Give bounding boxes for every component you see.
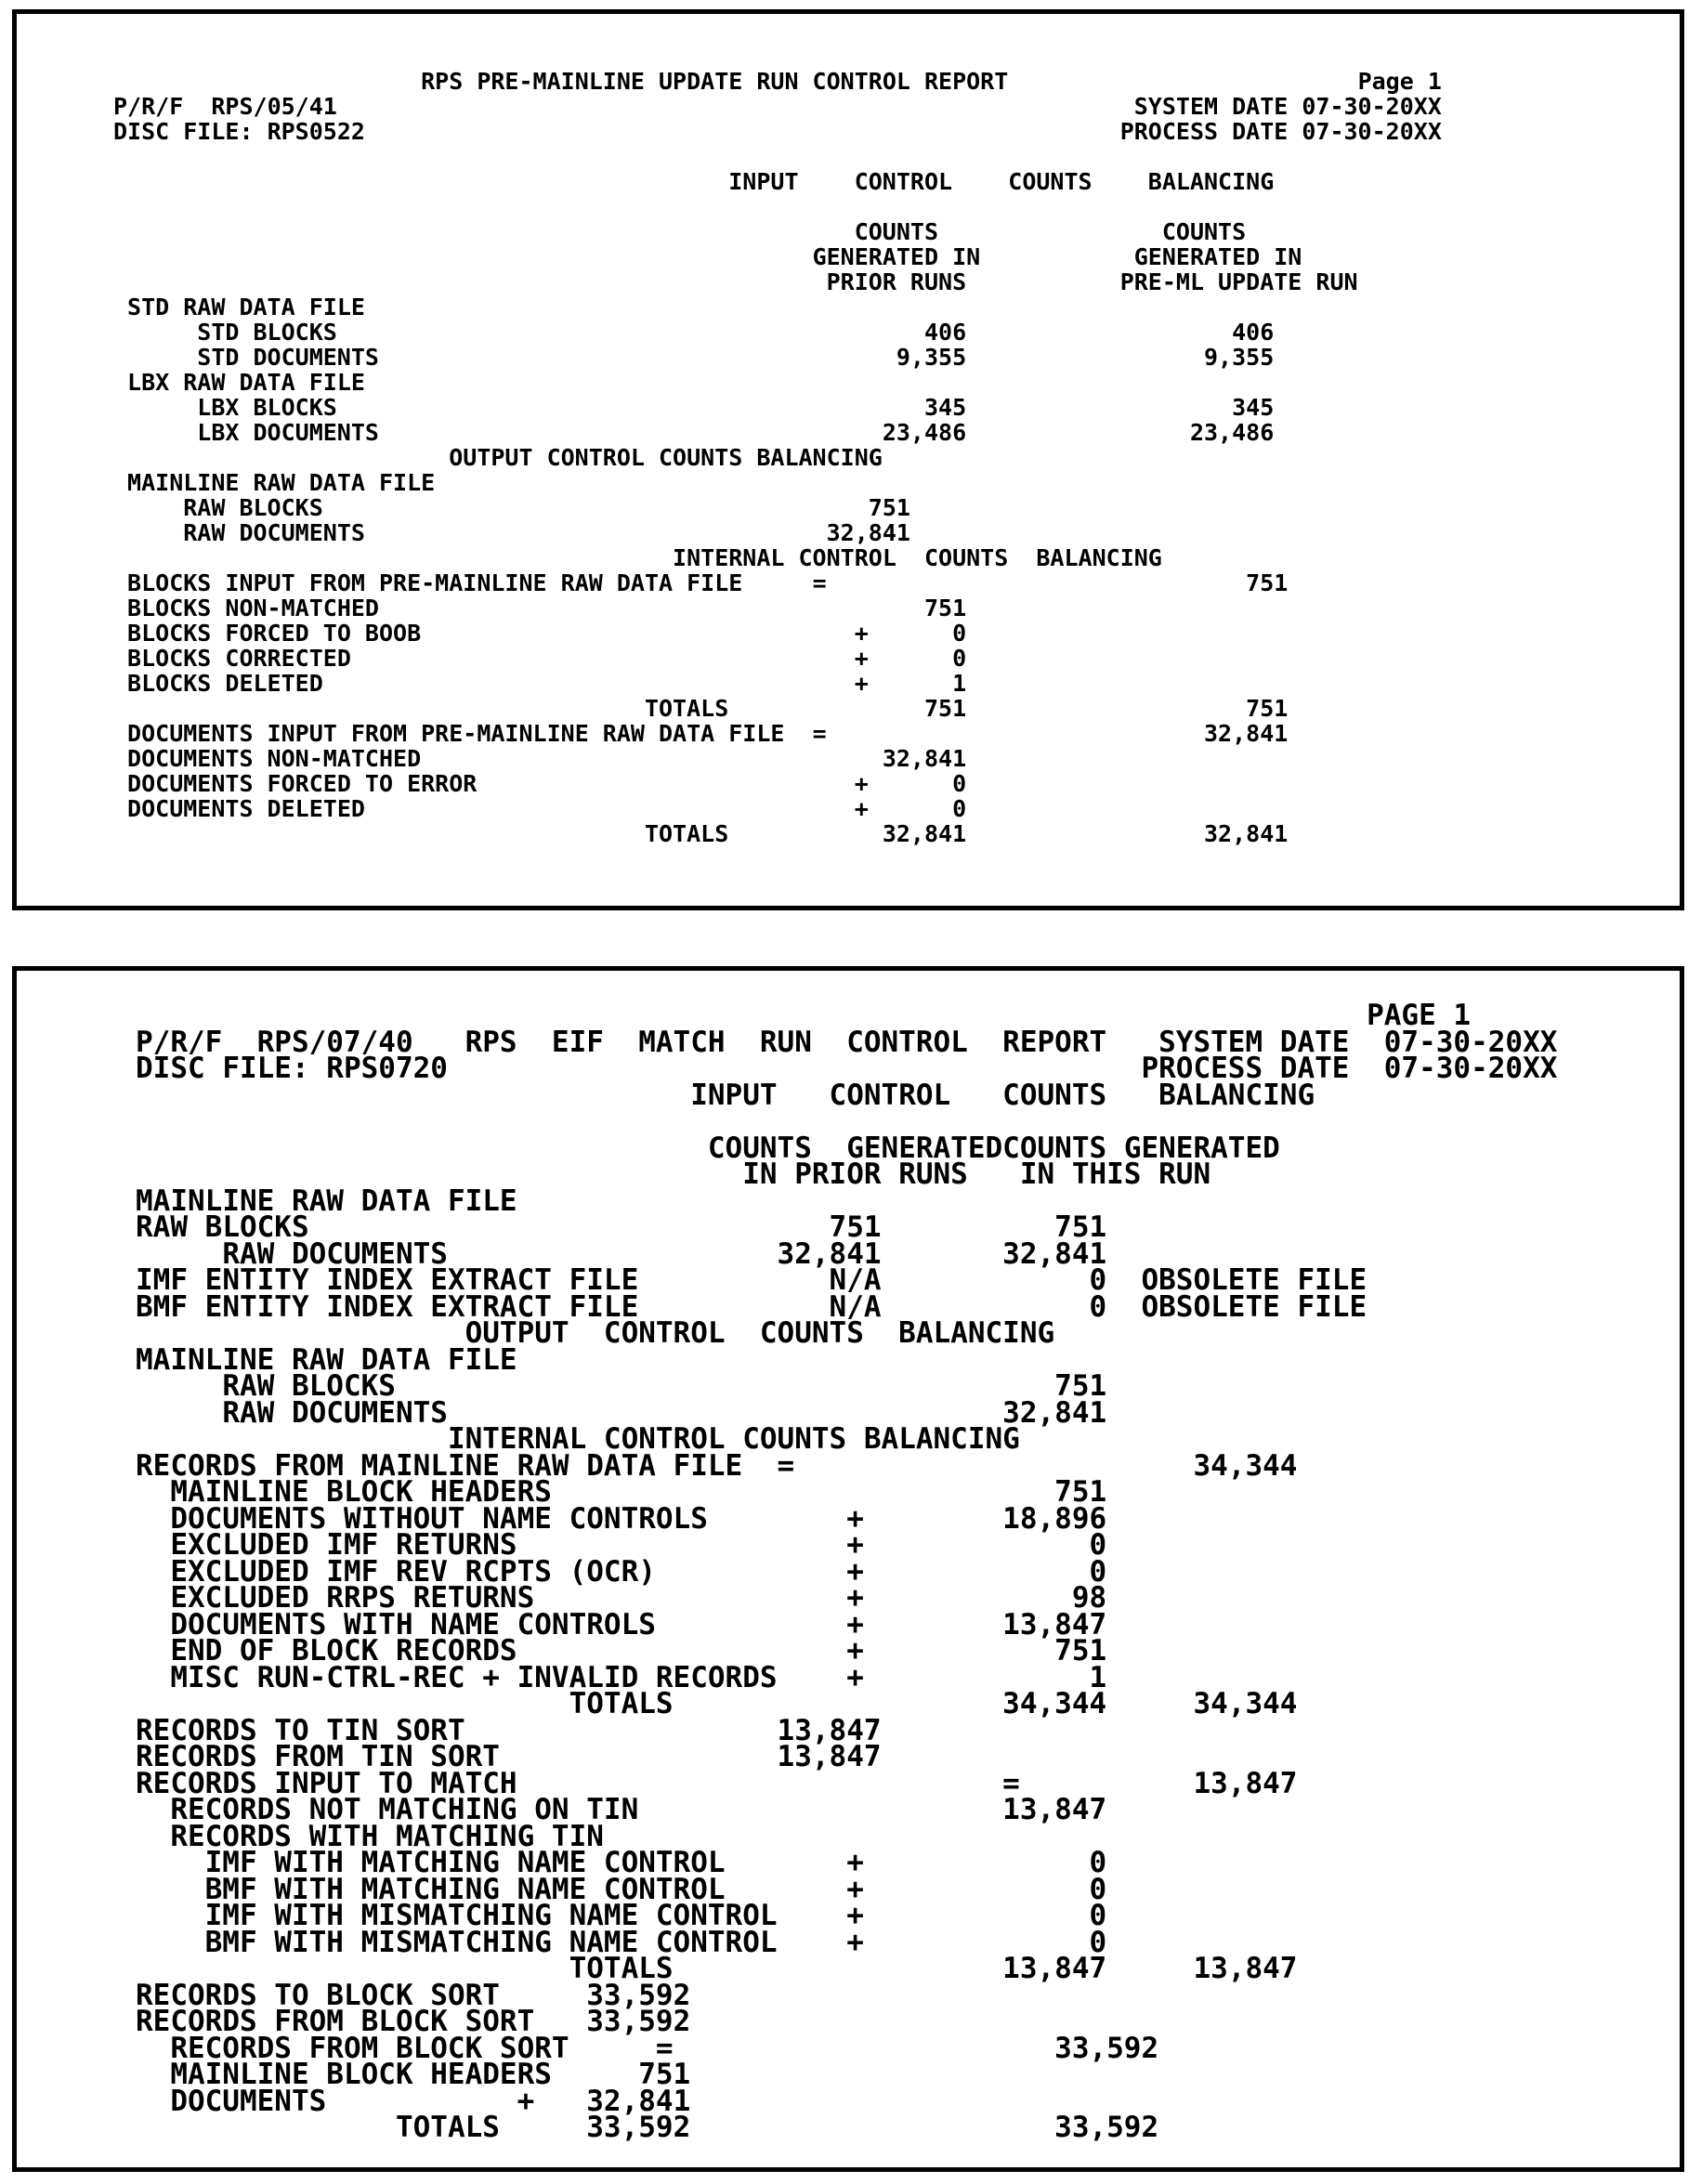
text-segment: IMF WITH MISMATCHING NAME CONTROL (204, 1899, 778, 1932)
text-segment: BALANCING (1147, 168, 1275, 195)
text-segment: = (1002, 1766, 1020, 1800)
text-segment: + (854, 795, 869, 822)
text-segment: 0 (952, 795, 967, 822)
text-segment: + (846, 1501, 864, 1536)
text-segment: 751 (1054, 1369, 1107, 1403)
text-segment: 34,344 (1002, 1687, 1107, 1720)
text-segment: + (846, 1528, 864, 1562)
text-segment: RAW DOCUMENTS (222, 1236, 448, 1271)
text-segment: 751 (1246, 695, 1289, 722)
text-segment: P/R/F RPS/07/40 (136, 1025, 413, 1059)
text-segment: 13,847 (777, 1740, 882, 1773)
text-segment: 32,841 (882, 820, 967, 847)
text-segment: STD DOCUMENTS (197, 344, 379, 371)
text-segment: 98 (1071, 1581, 1107, 1615)
text-segment: 13,847 (777, 1713, 882, 1747)
text-segment: 13,847 (1002, 1952, 1107, 1985)
text-segment: DOCUMENTS FORCED TO ERROR (127, 770, 478, 797)
text-segment: OBSOLETE FILE (1141, 1263, 1367, 1297)
text-segment: 0 (1089, 1289, 1107, 1324)
text-segment: DOCUMENTS WITHOUT NAME CONTROLS (170, 1501, 708, 1536)
text-segment: 0 (1089, 1872, 1107, 1906)
text-segment: 32,841 (1203, 820, 1289, 847)
text-segment: EXCLUDED IMF REV RCPTS (OCR) (170, 1554, 656, 1589)
text-segment: = (655, 2031, 674, 2065)
text-segment: TOTALS (569, 1687, 674, 1720)
text-segment: BLOCKS FORCED TO BOOB (127, 620, 422, 647)
text-segment: + (846, 1899, 864, 1932)
text-segment: INTERNAL CONTROL COUNTS BALANCING (673, 544, 1162, 571)
text-segment: IMF ENTITY INDEX EXTRACT FILE (136, 1263, 639, 1297)
text-segment: TOTALS (569, 1952, 674, 1985)
text-segment: 18,896 (1002, 1501, 1107, 1536)
text-segment: TOTALS (644, 695, 729, 722)
text-segment: OUTPUT CONTROL COUNTS BALANCING (449, 444, 883, 471)
text-segment: PRE-ML UPDATE RUN (1119, 268, 1358, 295)
text-segment: CONTROL (854, 168, 953, 195)
text-segment: COUNTS (1161, 218, 1247, 245)
text-segment: DOCUMENTS (170, 2084, 327, 2118)
text-segment: RECORDS WITH MATCHING TIN (170, 1819, 604, 1853)
text-segment: RECORDS FROM BLOCK SORT (170, 2031, 569, 2065)
text-segment: TOTALS (644, 820, 729, 847)
text-segment: 345 (1232, 394, 1275, 421)
text-segment: RAW BLOCKS (183, 494, 323, 521)
text-segment: 751 (1054, 1634, 1107, 1667)
text-segment: COUNTS (854, 218, 939, 245)
text-segment: DOCUMENTS DELETED (127, 795, 365, 822)
text-segment: RPS PRE-MAINLINE UPDATE RUN CONTROL REPORT (421, 68, 1009, 95)
text-segment: + (854, 645, 869, 672)
text-segment: P/R/F RPS/05/41 (113, 93, 337, 120)
text-segment: + (846, 1607, 864, 1641)
text-segment: 0 (1089, 1528, 1107, 1562)
text-segment: DISC FILE: RPS0720 (136, 1052, 448, 1085)
text-segment: 32,841 (1203, 720, 1289, 747)
text-segment: DOCUMENTS INPUT FROM PRE-MAINLINE RAW DATA FILE (127, 720, 785, 747)
text-segment: COUNTS (1008, 168, 1093, 195)
text-segment: EXCLUDED RRPS RETURNS (170, 1581, 535, 1615)
text-segment: PAGE 1 (1367, 999, 1472, 1032)
text-segment: + (854, 770, 869, 797)
text-segment: + (846, 1581, 864, 1615)
text-segment: RAW DOCUMENTS (183, 519, 365, 546)
text-segment: 13,847 (1193, 1952, 1298, 1985)
text-segment: RECORDS TO TIN SORT (136, 1713, 465, 1747)
text-segment: BLOCKS DELETED (127, 670, 323, 697)
text-segment: + (854, 620, 869, 647)
text-segment: RECORDS FROM TIN SORT (136, 1740, 500, 1773)
text-segment: 751 (923, 695, 967, 722)
text-segment: DISC FILE: RPS0522 (113, 118, 365, 145)
text-segment: SYSTEM DATE (1158, 1025, 1350, 1059)
text-segment: IN PRIOR RUNS (742, 1157, 968, 1191)
text-segment: + (846, 1554, 864, 1589)
text-segment: IMF WITH MATCHING NAME CONTROL (204, 1846, 726, 1879)
text-segment: 1 (952, 670, 967, 697)
text-segment: INPUT CONTROL COUNTS BALANCING (690, 1078, 1315, 1112)
text-segment: RPS EIF MATCH RUN CONTROL REPORT (465, 1025, 1107, 1059)
text-segment: 07-30-20XX (1383, 1052, 1558, 1085)
text-segment: MAINLINE RAW DATA FILE (136, 1184, 517, 1218)
text-segment: IN THIS RUN (1019, 1157, 1211, 1191)
text-segment: RECORDS TO BLOCK SORT (136, 1978, 500, 2012)
text-segment: COUNTS GENERATED (707, 1131, 1003, 1165)
text-segment: 9,355 (896, 344, 967, 371)
text-segment: STD RAW DATA FILE (127, 294, 365, 320)
text-segment: SYSTEM DATE 07-30-20XX (1133, 93, 1442, 120)
text-segment: END OF BLOCK RECORDS (170, 1634, 517, 1667)
text-segment: 32,841 (1002, 1395, 1107, 1430)
text-segment: 345 (923, 394, 967, 421)
text-segment: 0 (1089, 1263, 1107, 1297)
text-segment: + (846, 1925, 864, 1959)
text-segment: COUNTS GENERATED (1002, 1131, 1280, 1165)
text-segment: PROCESS DATE 07-30-20XX (1119, 118, 1442, 145)
text-segment: 32,841 (882, 745, 967, 772)
text-segment: 33,592 (586, 2005, 691, 2038)
text-segment: MISC RUN-CTRL-REC + INVALID RECORDS (170, 1660, 778, 1694)
text-segment: 406 (923, 319, 967, 346)
text-segment: 32,841 (777, 1236, 882, 1271)
text-segment: 33,592 (586, 1978, 691, 2012)
text-segment: 33,592 (1054, 2111, 1159, 2144)
text-segment: = (812, 569, 827, 596)
text-segment: 751 (1054, 1210, 1107, 1244)
text-segment: BMF WITH MISMATCHING NAME CONTROL (204, 1925, 778, 1959)
text-segment: BLOCKS NON-MATCHED (127, 595, 379, 621)
text-segment: INPUT (728, 168, 799, 195)
text-segment: 34,344 (1193, 1448, 1298, 1483)
text-segment: 0 (1089, 1899, 1107, 1932)
text-segment: N/A (829, 1289, 882, 1324)
text-segment: BMF ENTITY INDEX EXTRACT FILE (136, 1289, 639, 1324)
text-segment: MAINLINE RAW DATA FILE (136, 1342, 517, 1377)
text-segment: BMF WITH MATCHING NAME CONTROL (204, 1872, 726, 1906)
text-segment: 751 (1246, 569, 1289, 596)
text-segment: 32,841 (826, 519, 910, 546)
text-segment: GENERATED IN (1133, 243, 1302, 270)
text-segment: 0 (1089, 1846, 1107, 1879)
text-segment: 1 (1089, 1660, 1107, 1694)
text-segment: 23,486 (882, 419, 967, 446)
text-segment: RECORDS FROM MAINLINE RAW DATA FILE (136, 1448, 743, 1483)
report-page-border-2 (12, 966, 1684, 2172)
text-segment: + (517, 2084, 535, 2118)
text-segment: N/A (829, 1263, 882, 1297)
text-segment: BLOCKS CORRECTED (127, 645, 351, 672)
text-segment: 33,592 (586, 2111, 691, 2144)
text-segment: 33,592 (1054, 2031, 1159, 2065)
report-page-border-1 (12, 9, 1684, 910)
text-segment: MAINLINE BLOCK HEADERS (170, 2058, 552, 2091)
text-segment: 751 (638, 2058, 691, 2091)
text-segment: + (854, 670, 869, 697)
text-segment: OBSOLETE FILE (1141, 1289, 1367, 1324)
text-segment: = (812, 720, 827, 747)
text-segment: = (777, 1448, 795, 1483)
text-segment: 32,841 (1002, 1236, 1107, 1271)
text-segment: DOCUMENTS WITH NAME CONTROLS (170, 1607, 656, 1641)
text-segment: + (846, 1872, 864, 1906)
text-segment: + (846, 1846, 864, 1879)
text-segment: 13,847 (1193, 1766, 1298, 1800)
text-segment: MAINLINE BLOCK HEADERS (170, 1475, 552, 1509)
text-segment: RAW DOCUMENTS (222, 1395, 448, 1430)
text-segment: LBX DOCUMENTS (197, 419, 379, 446)
text-segment: STD BLOCKS (197, 319, 337, 346)
text-segment: BLOCKS INPUT FROM PRE-MAINLINE RAW DATA FILE (127, 569, 743, 596)
text-segment: 0 (1089, 1554, 1107, 1589)
text-segment: RECORDS FROM BLOCK SORT (136, 2005, 535, 2038)
text-segment: 9,355 (1203, 344, 1275, 371)
text-segment: 0 (952, 770, 967, 797)
text-segment: 13,847 (1002, 1607, 1107, 1641)
text-segment: 0 (952, 620, 967, 647)
text-segment: + (846, 1634, 864, 1667)
text-segment: 34,344 (1193, 1687, 1298, 1720)
text-segment: RECORDS INPUT TO MATCH (136, 1766, 517, 1800)
text-segment: INTERNAL CONTROL COUNTS BALANCING (447, 1422, 1020, 1456)
text-segment: RAW BLOCKS (222, 1369, 396, 1403)
text-segment: RAW BLOCKS (136, 1210, 309, 1244)
text-segment: GENERATED IN (812, 243, 981, 270)
text-segment: 751 (868, 494, 910, 521)
text-segment: 0 (1089, 1925, 1107, 1959)
text-segment: 32,841 (586, 2084, 691, 2118)
text-segment: EXCLUDED IMF RETURNS (170, 1528, 517, 1562)
text-segment: 23,486 (1189, 419, 1275, 446)
text-segment: PRIOR RUNS (826, 268, 967, 295)
text-segment: 406 (1232, 319, 1275, 346)
text-segment: 07-30-20XX (1383, 1025, 1558, 1059)
text-segment: 751 (923, 595, 967, 621)
text-segment: Page 1 (1357, 68, 1442, 95)
text-segment: MAINLINE RAW DATA FILE (127, 469, 436, 496)
text-segment: DOCUMENTS NON-MATCHED (127, 745, 422, 772)
text-segment: 751 (829, 1210, 882, 1244)
text-segment: + (846, 1660, 864, 1694)
text-segment: 751 (1054, 1475, 1107, 1509)
text-segment: LBX RAW DATA FILE (127, 369, 365, 396)
text-segment: PROCESS DATE (1141, 1052, 1350, 1085)
text-segment: 13,847 (1002, 1793, 1107, 1826)
text-segment: LBX BLOCKS (197, 394, 337, 421)
text-segment: 0 (952, 645, 967, 672)
text-segment: TOTALS (395, 2111, 500, 2144)
text-segment: OUTPUT CONTROL COUNTS BALANCING (465, 1316, 1055, 1350)
text-segment: RECORDS NOT MATCHING ON TIN (170, 1793, 639, 1826)
